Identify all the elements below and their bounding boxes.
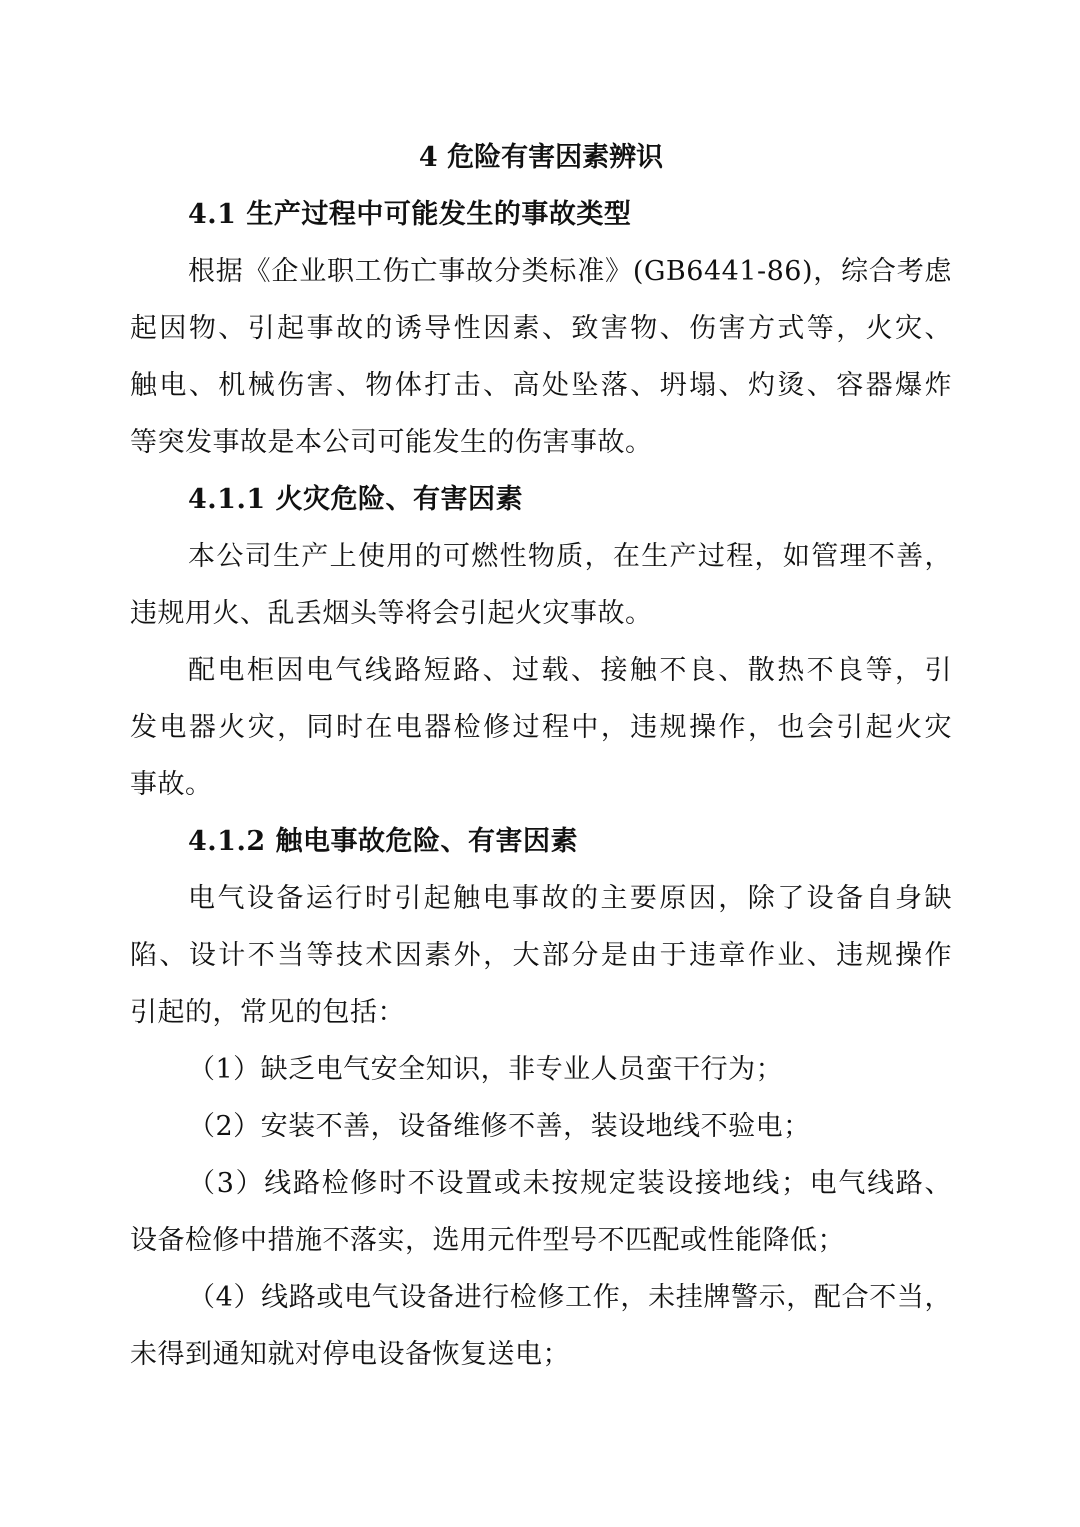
paragraph-line: 触电、机械伤害、物体打击、高处坠落、坍塌、灼烫、容器爆炸 <box>130 370 952 401</box>
paragraph-line: 起因物、引起事故的诱导性因素、致害物、伤害方式等，火灾、 <box>130 313 952 344</box>
list-item-3: （3）线路检修时不设置或未按规定装设接地线；电气线路、 <box>188 1168 952 1199</box>
heading-4-1-1: 4.1.1 火灾危险、有害因素 <box>188 484 524 515</box>
paragraph-line: 根据《企业职工伤亡事故分类标准》(GB6441-86)，综合考虑 <box>188 256 952 287</box>
heading-4-1: 4.1 生产过程中可能发生的事故类型 <box>188 199 632 230</box>
paragraph-line: 引起的，常见的包括： <box>130 997 405 1028</box>
paragraph-line: 配电柜因电气线路短路、过载、接触不良、散热不良等，引 <box>188 655 952 686</box>
section-title: 4 危险有害因素辨识 <box>418 142 664 173</box>
list-item-1: （1）缺乏电气安全知识，非专业人员蛮干行为； <box>188 1054 784 1085</box>
paragraph-line: 发电器火灾，同时在电器检修过程中，违规操作，也会引起火灾 <box>130 712 952 743</box>
paragraph-line: 陷、设计不当等技术因素外，大部分是由于违章作业、违规操作 <box>130 940 952 971</box>
paragraph-line: 违规用火、乱丢烟头等将会引起火灾事故。 <box>130 598 653 629</box>
paragraph-line: 电气设备运行时引起触电事故的主要原因，除了设备自身缺 <box>188 883 952 914</box>
heading-4-1-2: 4.1.2 触电事故危险、有害因素 <box>188 826 579 857</box>
paragraph-line: 本公司生产上使用的可燃性物质，在生产过程，如管理不善， <box>188 541 952 572</box>
paragraph-line: 等突发事故是本公司可能发生的伤害事故。 <box>130 427 653 458</box>
list-item-4-cont: 未得到通知就对停电设备恢复送电； <box>130 1339 570 1370</box>
paragraph-line: 事故。 <box>130 769 213 800</box>
list-item-2: （2）安装不善，设备维修不善，装设地线不验电； <box>188 1111 811 1142</box>
list-item-3-cont: 设备检修中措施不落实，选用元件型号不匹配或性能降低； <box>130 1225 845 1256</box>
list-item-4: （4）线路或电气设备进行检修工作，未挂牌警示，配合不当， <box>188 1282 952 1313</box>
